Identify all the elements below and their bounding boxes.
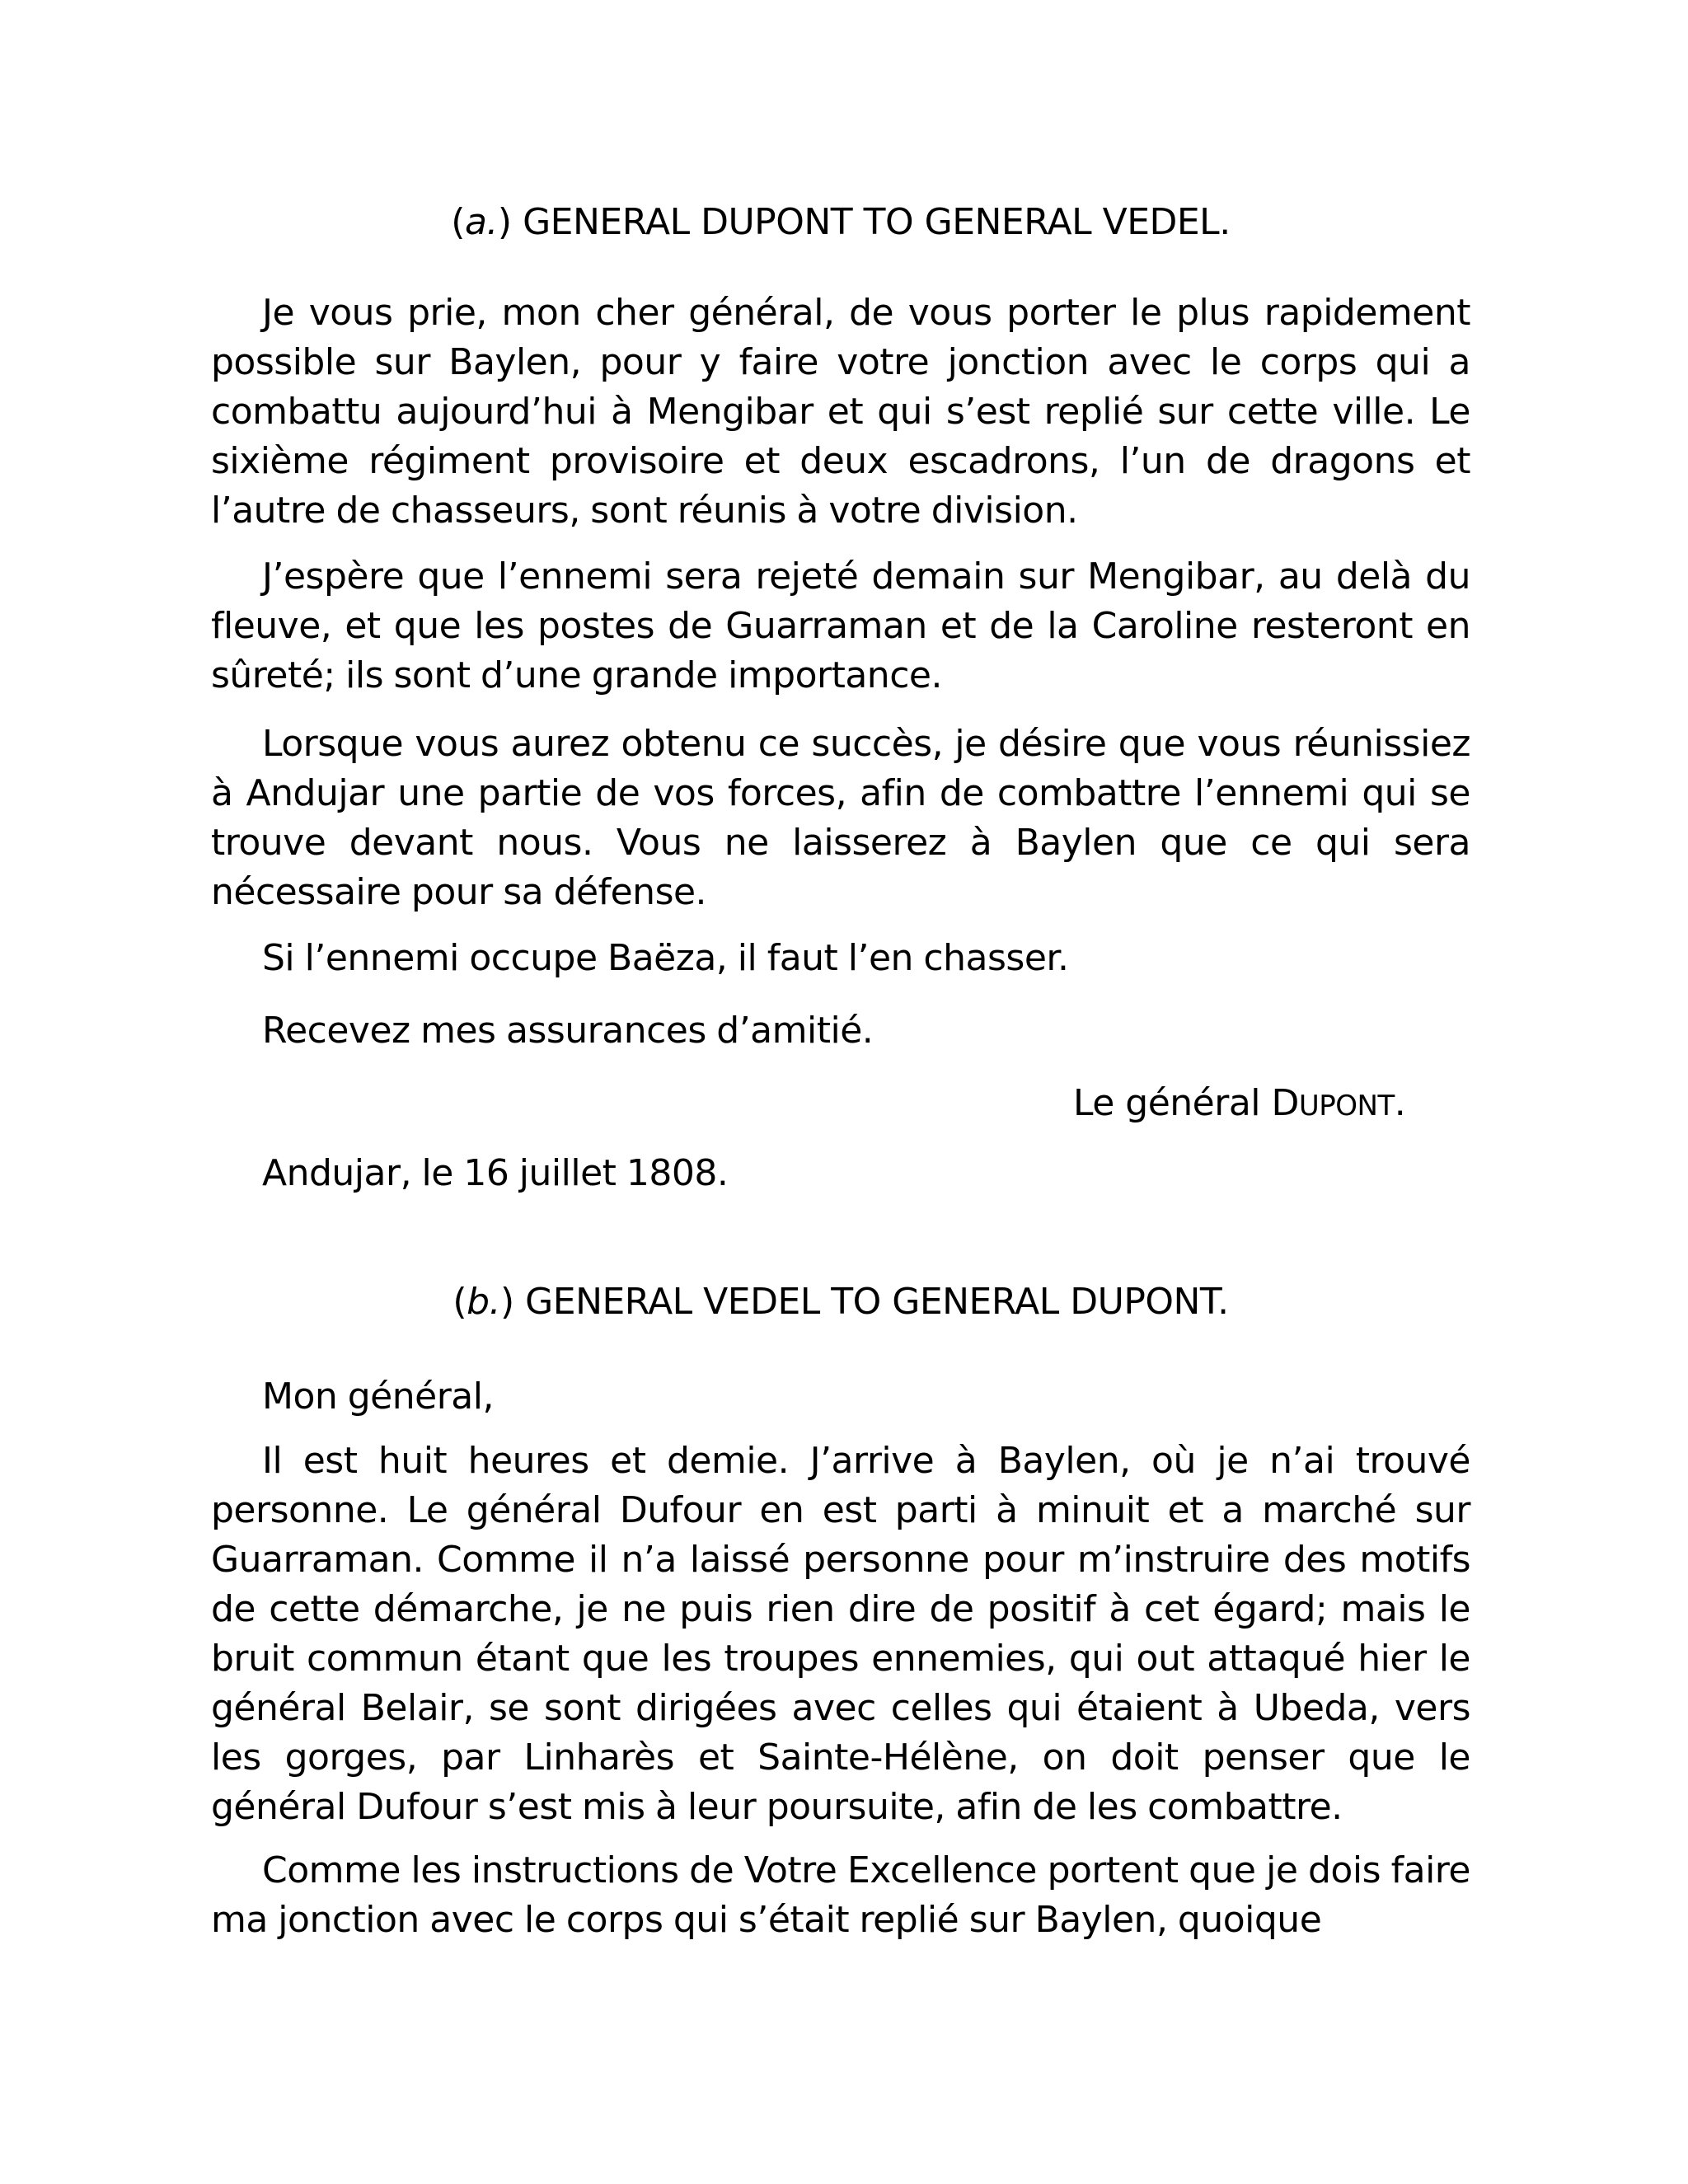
section-a-title: GENERAL DUPONT TO GENERAL VEDEL. (523, 201, 1231, 243)
section-b-paragraph-1: Il est huit heures et demie. J’arrive à Baylen, où je n’ai trouvé personne. Le général Dufour en est parti à minuit et a marché sur Guarraman. Comme il n’a laissé personne pour m’instruire des motifs de cette démarche, je ne puis rien dire de positif à cet égard; mais le bruit commun étant que les troupes ennemies, qui out attaqué hier le général Belair, se sont dirigées avec celles qui étaient à Ubeda, vers les gorges, par Linharès et Sainte-Hélène, on doit penser que le général Dufour s’est mis à leur poursuite, afin de les combattre. (211, 1440, 1470, 1828)
section-a-paragraph-4: Si l’ennemi occupe Baëza, il faut l’en chasser. (262, 937, 1069, 979)
section-b-title: GENERAL VEDEL TO GENERAL DUPONT. (525, 1281, 1229, 1323)
document-page (211, 0, 1470, 2184)
section-a-paragraph-2: J’espère que l’ennemi sera rejeté demain sur Mengibar, au delà du fleuve, et que les postes de Guarraman et de la Caroline resteront en sûreté; ils sont d’une grande importance. (211, 555, 1470, 696)
section-b-paragraph-2: Comme les instructions de Votre Excellence portent que je dois faire ma jonction avec le corps qui s’était replié sur Baylen, quoique (211, 1849, 1470, 1941)
section-a-paragraph-1: Je vous prie, mon cher général, de vous porter le plus rapidement possible sur Baylen, pour y faire votre jonction avec le corps qui a combattu aujourd’hui à Mengibar et qui s’est replié sur cette ville. Le sixième régiment provisoire et deux escadrons, l’un de dragons et l’autre de chasseurs, sont réunis à votre division. (211, 292, 1470, 532)
section-a-paragraph-3: Lorsque vous aurez obtenu ce succès, je désire que vous réunissiez à Andujar une partie de vos forces, afin de combattre l’ennemi qui se trouve devant nous. Vous ne laisserez à Baylen que ce qui sera nécessaire pour sa défense. (211, 723, 1470, 913)
dateline: Andujar, le 16 juillet 1808. (262, 1152, 729, 1194)
salutation: Mon général, (262, 1376, 494, 1418)
signature-smallcaps: UPONT (1298, 1090, 1395, 1122)
section-b-letter: b. (467, 1281, 501, 1323)
signature (1073, 1079, 1405, 1131)
section-a-heading: (a.) GENERAL DUPONT TO GENERAL VEDEL. (451, 201, 1231, 243)
section-a-letter: a. (464, 201, 498, 243)
section-b-heading: (b.) GENERAL VEDEL TO GENERAL DUPONT. (452, 1281, 1229, 1323)
signature-suffix: . (1394, 1082, 1406, 1124)
section-a-paragraph-5: Recevez mes assurances d’amitié. (262, 1010, 874, 1052)
signature-prefix: Le général D (1073, 1082, 1299, 1124)
